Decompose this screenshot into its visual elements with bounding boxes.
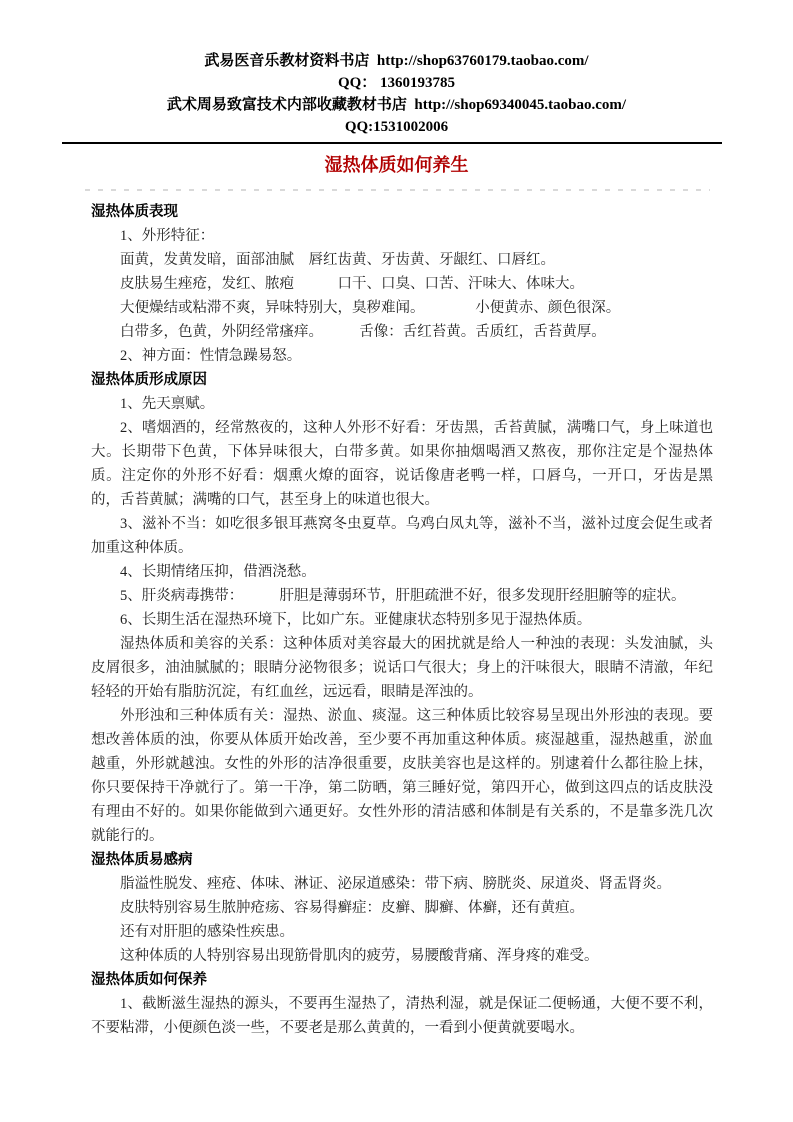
paragraph: 3、滋补不当：如吃很多银耳燕窝冬虫夏草。乌鸡白凤丸等，滋补不当，滋补过度会促生或者加重这种体质。 (91, 516, 713, 556)
paragraph: 外形浊和三种体质有关：湿热、淤血、痰湿。这三种体质比较容易呈现出外形浊的表现。要想改善体质的浊，你要从体质开始改善，至少要不再加重这种体质。痰湿越重，湿热越重，淤血越重，外形就越浊。女性的外形的洁净很重要，皮肤美容也是这样的。别逮着什么都往脸上抹，你只要保持干净就行了。第一干净，第二防晒，第三睡好觉，第四开心，做到这四点的话皮肤没有理由不好的。如果你能做到六通更好。女性外形的清洁感和体制是有关系的，不是靠多洗几次就能行的。 (91, 708, 713, 844)
paragraph: 这种体质的人特别容易出现筋骨肌肉的疲劳，易腰酸背痛、浑身疼的难受。 (120, 948, 599, 964)
paragraph: 还有对肝胆的感染性疾患。 (120, 924, 294, 940)
document-body (91, 200, 713, 1040)
paragraph: 2、神方面：性情急躁易怒。 (120, 348, 302, 364)
paragraph: 脂溢性脱发、痤疮、体味、淋证、泌尿道感染：带下病、膀胱炎、尿道炎、肾盂肾炎。 (120, 876, 671, 892)
paragraph: 4、长期情绪压抑，借酒浇愁。 (120, 564, 316, 580)
header-store-line-1: 武易医音乐教材资料书店 http://shop63760179.taobao.com/ (204, 53, 589, 69)
section-yiganbing (91, 848, 713, 968)
header-divider (62, 142, 722, 144)
section-heading: 湿热体质形成原因 (91, 372, 207, 388)
header-qq-line-1: QQ： 1360193785 (337, 75, 456, 91)
section-ruhe-baoyang (91, 968, 713, 1040)
section-heading: 湿热体质如何保养 (91, 972, 207, 988)
header-qq-line-2: QQ:1531002006 (344, 119, 449, 135)
title-divider (85, 189, 710, 191)
section-xingcheng-yuanyin (91, 368, 713, 848)
paragraph: 皮肤特别容易生脓肿疮疡、容易得癣症：皮癣、脚癣、体癣，还有黄疸。 (120, 900, 584, 916)
section-heading: 湿热体质表现 (91, 204, 178, 220)
paragraph: 面黄，发黄发暗，面部油腻 唇红齿黄、牙齿黄、牙龈红、口唇红。 (120, 252, 555, 268)
header-store-line-2: 武术周易致富技术内部收藏教材书店 http://shop69340045.taobao.com/ (166, 97, 627, 113)
page-title: 湿热体质如何养生 (324, 155, 469, 175)
paragraph: 1、外形特征： (120, 228, 215, 244)
paragraph: 1、先天禀赋。 (120, 396, 215, 412)
section-heading: 湿热体质易感病 (91, 852, 193, 868)
paragraph: 6、长期生活在湿热环境下，比如广东。亚健康状态特别多见于湿热体质。 (120, 612, 592, 628)
paragraph: 1、截断滋生湿热的源头，不要再生湿热了，清热利湿，就是保证二便畅通，大便不要不利，不要粘滞，小便颜色淡一些，不要老是那么黄黄的，一看到小便黄就要喝水。 (91, 996, 713, 1036)
page-header (0, 0, 793, 138)
paragraph: 白带多，色黄，外阴经常瘙痒。 舌像：舌红苔黄。舌质红，舌苔黄厚。 (120, 324, 606, 340)
section-biaoxian (91, 200, 713, 368)
paragraph: 皮肤易生痤疮，发红、脓疱 口干、口臭、口苦、汗味大、体味大。 (120, 276, 584, 292)
paragraph: 5、肝炎病毒携带： 肝胆是薄弱环节，肝胆疏泄不好，很多发现肝经胆腑等的症状。 (120, 588, 686, 604)
paragraph: 大便燥结或粘滞不爽，异味特别大，臭秽难闻。 小便黄赤、颜色很深。 (120, 300, 621, 316)
paragraph: 2、嗜烟酒的，经常熬夜的，这种人外形不好看：牙齿黑，舌苔黄腻，满嘴口气，身上味道也大。长期带下色黄，下体异味很大，白带多黄。如果你抽烟喝酒又熬夜，那你注定是个湿热体质。注定你的外形不好看：烟熏火燎的面容，说话像唐老鸭一样，口唇乌，一开口，牙齿是黑的，舌苔黄腻；满嘴的口气，甚至身上的味道也很大。 (91, 420, 713, 508)
paragraph: 湿热体质和美容的关系：这种体质对美容最大的困扰就是给人一种浊的表现：头发油腻，头皮屑很多，油油腻腻的；眼睛分泌物很多；说话口气很大；身上的汗味很大，眼睛不清澈，年纪轻轻的开始有脂肪沉淀，有红血丝，远远看，眼睛是浑浊的。 (91, 636, 713, 700)
